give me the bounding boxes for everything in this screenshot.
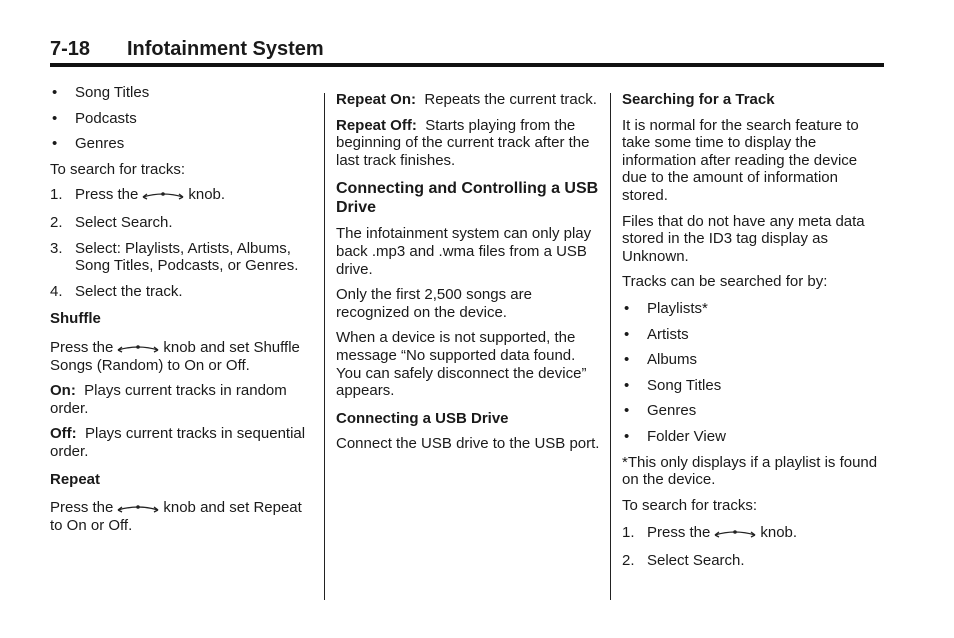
shuffle-heading: Shuffle: [50, 310, 101, 328]
shuffle-para: Press the knob and set Shuffle Songs (Random) to On or Off.: [50, 338, 300, 374]
bullet: •: [624, 325, 630, 343]
bullet: •: [52, 109, 58, 127]
bullet: •: [52, 84, 58, 101]
column-divider: [324, 93, 325, 600]
step: 1. Press the knob.: [622, 524, 798, 542]
step: 2. Select Search.: [50, 213, 173, 231]
page-header: [50, 38, 324, 61]
section-heading: Connecting and Controlling a USB Drive: [336, 180, 599, 217]
column-divider: [610, 93, 611, 600]
paragraph: Files that do not have any meta data stored in the ID3 tag display as Unknown.: [622, 212, 865, 265]
tune-knob-icon: [116, 502, 160, 514]
search-intro: To search for tracks:: [622, 496, 758, 514]
paragraph: Tracks can be searched for by:: [622, 273, 828, 291]
list-item: • Artists: [624, 325, 689, 343]
off-para: Off: Plays current tracks in sequential order.: [50, 425, 306, 460]
header-rule: [50, 63, 884, 67]
paragraph: It is normal for the search feature to take some time to display the information after reading the device due to the amount of information stored.: [622, 116, 859, 204]
step: 3. Select: Playlists, Artists, Albums, Song Titles, Podcasts, or Genres.: [50, 239, 299, 275]
paragraph: Only the first 2,500 songs are recognized on the device.: [336, 286, 532, 321]
repeat-heading: Repeat: [50, 470, 101, 488]
repeat-on-para: Repeat On: Repeats the current track.: [336, 91, 597, 108]
search-intro: To search for tracks:: [50, 160, 186, 178]
on-para: On: Plays current tracks in random order.: [50, 382, 287, 417]
list-item: • Podcasts: [52, 109, 137, 127]
column-1: [50, 84, 315, 542]
bullet: •: [624, 376, 630, 394]
paragraph: The infotainment system can only play back .mp3 and .wma files from a USB drive.: [336, 225, 592, 278]
page-title: Infotainment System: [127, 38, 324, 60]
step: 4. Select the track.: [50, 282, 183, 300]
column-3: [622, 91, 884, 577]
paragraph: Connect the USB drive to the USB port.: [336, 435, 600, 453]
sub-heading: Searching for a Track: [622, 91, 775, 108]
tune-knob-icon: [713, 527, 757, 539]
list-item: • Albums: [624, 351, 698, 369]
column-2: [336, 91, 601, 461]
paragraph: When a device is not supported, the message “No supported data found. You can safely disconnect the device” appears.: [336, 329, 587, 400]
tune-knob-icon: [116, 342, 160, 354]
list-item: • Genres: [624, 402, 697, 420]
list-item: • Song Titles: [624, 376, 722, 394]
step: 2. Select Search.: [622, 551, 745, 569]
footnote: *This only displays if a playlist is found on the device.: [622, 453, 878, 489]
bullet: •: [624, 351, 630, 369]
list-item: • Song Titles: [52, 84, 150, 101]
bullet: •: [624, 299, 630, 317]
sub-heading: Connecting a USB Drive: [336, 409, 509, 427]
repeat-off-para: Repeat Off: Starts playing from the beginning of the current track after the last track finishes.: [336, 116, 590, 169]
repeat-para: Press the knob and set Repeat to On or Off.: [50, 499, 302, 534]
list-item: • Genres: [52, 135, 125, 153]
step: 1. Press the knob.: [50, 186, 226, 204]
bullet: •: [624, 427, 630, 445]
bullet: •: [52, 135, 58, 153]
tune-knob-icon: [141, 189, 185, 201]
page-number: 7-18: [50, 38, 91, 60]
list-item: • Folder View: [624, 427, 726, 445]
list-item: • Playlists*: [624, 299, 708, 317]
bullet: •: [624, 402, 630, 420]
